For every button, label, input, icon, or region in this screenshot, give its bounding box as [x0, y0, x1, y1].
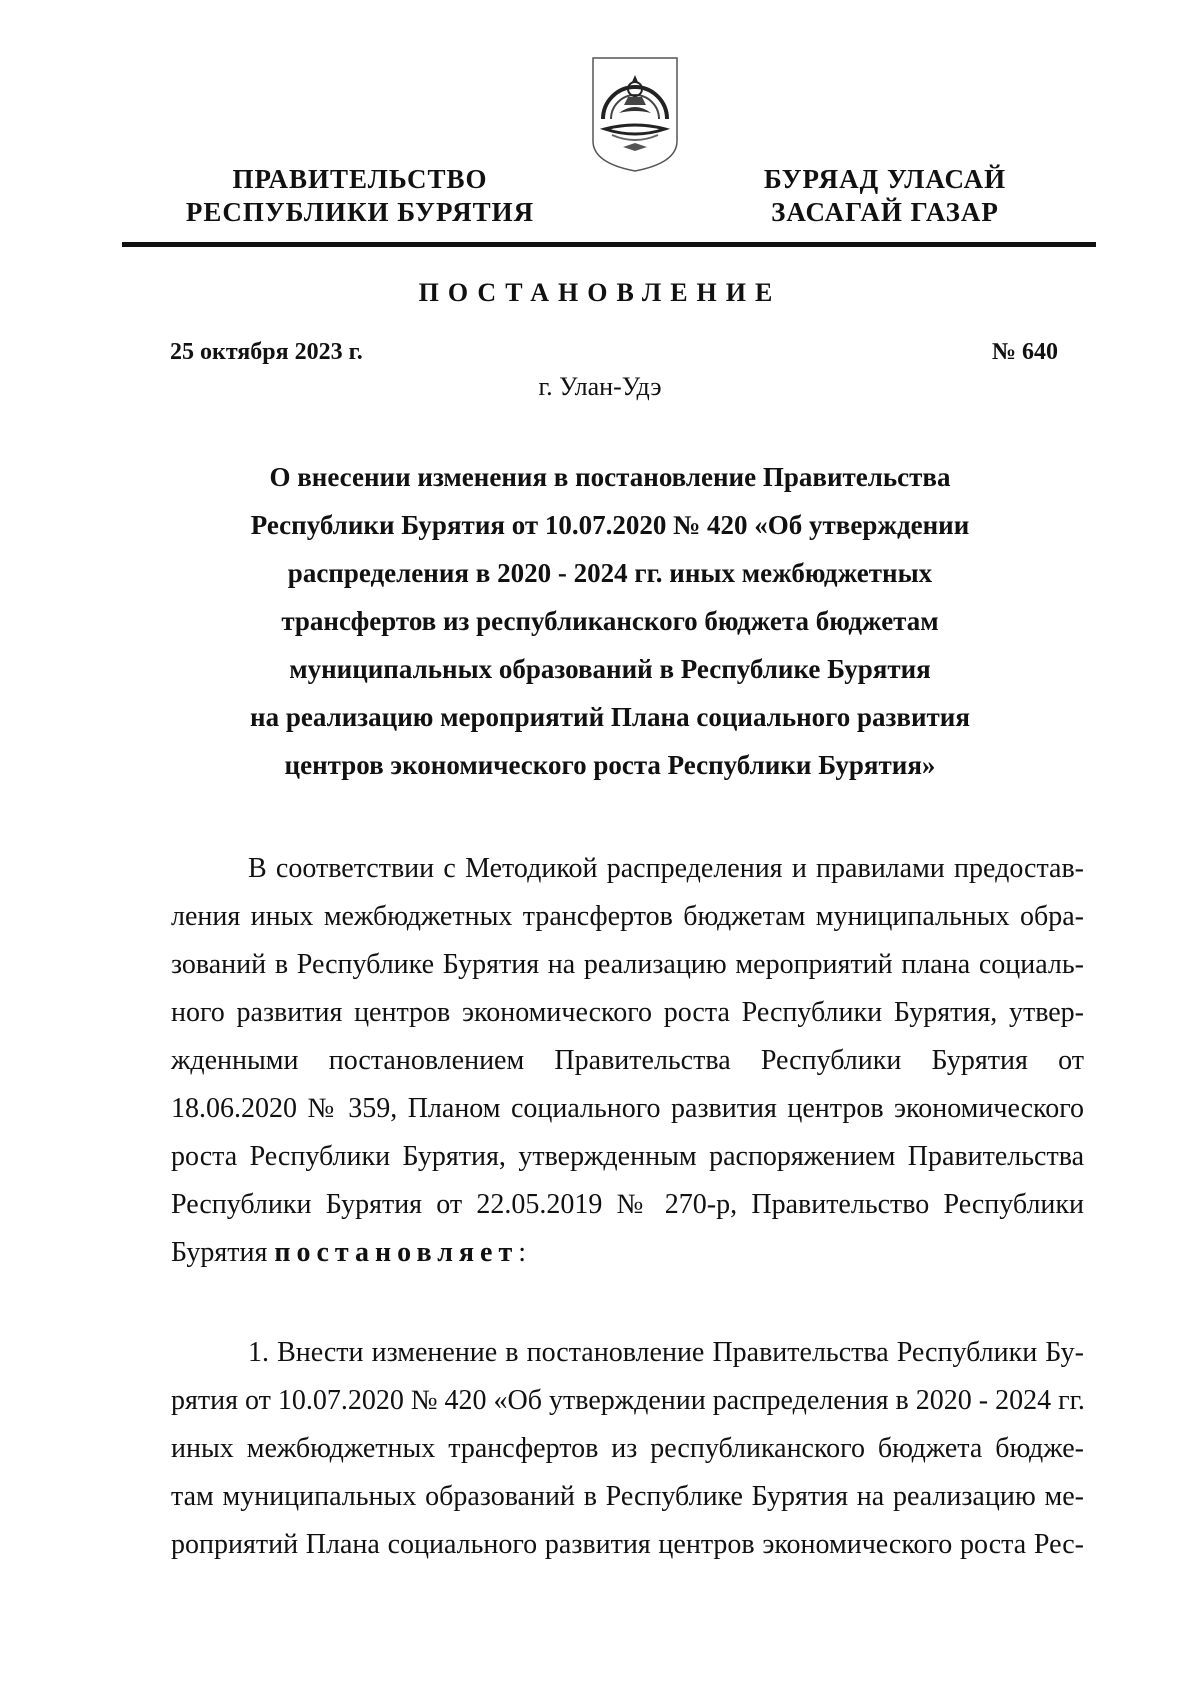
- title-line: трансфертов из республиканского бюджета бюджетам: [281, 606, 939, 636]
- resolves-prefix: Бурятия: [171, 1237, 275, 1268]
- org-name-buryat-line-2: ЗАСАГАЙ ГАЗАР: [771, 197, 999, 227]
- org-name-russian-line-1: ПРАВИТЕЛЬСТВО: [232, 164, 488, 194]
- clause-1-paragraph: [171, 1329, 1084, 1569]
- paragraph-line: ления иных межбюджетных трансфертов бюджетам муниципальных обра-: [171, 901, 1084, 932]
- header-divider: [122, 242, 1096, 247]
- paragraph-line: роста Республики Бурятия, утвержденным распоряжением Правительства: [171, 1141, 1084, 1172]
- title-line: Республики Бурятия от 10.07.2020 № 420 «Об утверждении: [250, 510, 970, 540]
- resolves-suffix: :: [518, 1237, 527, 1268]
- document-title: [220, 453, 1000, 789]
- paragraph-line-last: [171, 1229, 1084, 1277]
- document-number: № 640: [991, 339, 1058, 365]
- title-line: на реализацию мероприятий Плана социального развития: [250, 702, 970, 732]
- title-line: О внесении изменения в постановление Правительства: [269, 462, 951, 492]
- preamble-paragraph: [171, 845, 1084, 1277]
- paragraph-line: 1. Внести изменение в постановление Правительства Республики Бу-: [248, 1337, 1084, 1368]
- title-line: распределения в 2020 - 2024 гг. иных межбюджетных: [287, 558, 933, 588]
- paragraph-line: роприятий Плана социального развития центров экономического роста Рес-: [171, 1529, 1084, 1560]
- paragraph-line: там муниципальных образований в Республике Бурятия на реализацию ме-: [171, 1481, 1084, 1512]
- paragraph-line: зований в Республике Бурятия на реализацию мероприятий плана социаль-: [171, 949, 1084, 980]
- document-type: ПОСТАНОВЛЕНИЕ: [418, 278, 782, 307]
- paragraph-line: рятия от 10.07.2020 № 420 «Об утверждении распределения в 2020 - 2024 гг.: [171, 1385, 1085, 1416]
- title-line: центров экономического роста Республики Бурятия»: [284, 750, 936, 780]
- document-city: г. Улан-Удэ: [538, 372, 662, 401]
- title-line: муниципальных образований в Республике Бурятия: [289, 654, 931, 684]
- org-name-buryat-line-1: БУРЯАД УЛАСАЙ: [763, 164, 1007, 194]
- paragraph-line: ного развития центров экономического роста Республики Бурятия, утвер-: [171, 997, 1084, 1028]
- paragraph-line: Республики Бурятия от 22.05.2019 № 270-р, Правительство Республики: [171, 1189, 1084, 1220]
- org-name-russian-line-2: РЕСПУБЛИКИ БУРЯТИЯ: [185, 197, 535, 227]
- paragraph-line: В соответствии с Методикой распределения и правилами предостав-: [248, 853, 1084, 884]
- org-name-buryat: [740, 163, 1030, 229]
- coat-of-arms-icon: [590, 55, 680, 173]
- document-date: 25 октября 2023 г.: [170, 339, 363, 365]
- paragraph-line: 18.06.2020 № 359, Планом социального развития центров экономического: [171, 1093, 1084, 1124]
- org-name-russian: [170, 163, 550, 229]
- resolves-keyword: постановляет: [274, 1237, 519, 1268]
- paragraph-line: жденными постановлением Правительства Республики Бурятия от: [171, 1045, 1084, 1076]
- paragraph-line: иных межбюджетных трансфертов из республиканского бюджета бюдже-: [171, 1433, 1084, 1464]
